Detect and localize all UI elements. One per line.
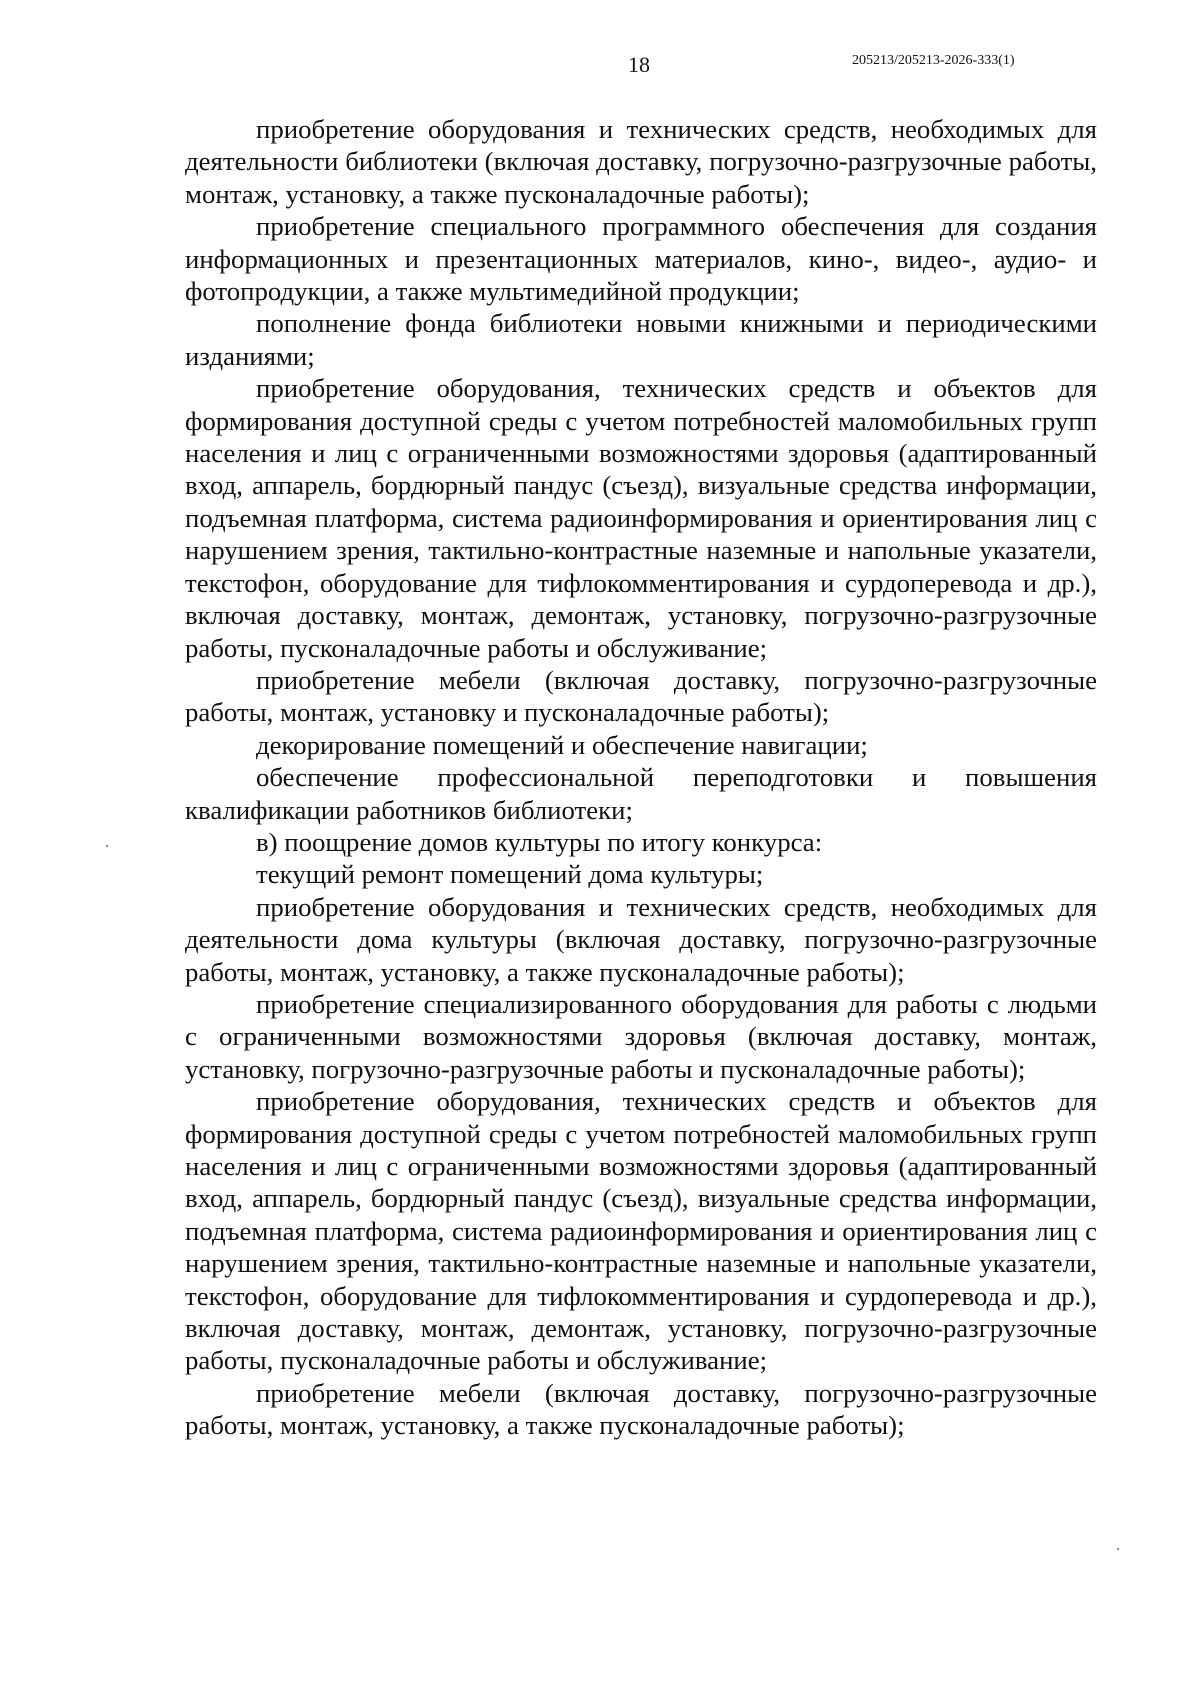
paragraph-furniture-culture-house: приобретение мебели (включая доставку, погрузочно-разгрузочные работы, монтаж, установку, а также пусконаладочные работы);: [185, 1377, 1097, 1441]
paragraph-software: приобретение специального программного обеспечения для создания информационных и презентационных материалов, кино-, видео-, аудио- и фотопродукции, а также мультимедийной продукции;: [185, 211, 1097, 307]
paragraph-accessible-environment-library: приобретение оборудования, технических средств и объектов для формирования доступной среды с учетом потребностей маломобильных групп населения и лиц с ограниченными возможностями здоровья (адаптированный вход, аппарель, бордюрный пандус (съезд), визуальные средства информации, подъемная платформа, система радиоинформирования и ориентирования лиц с нарушением зрения, тактильно-контрастные наземные и напольные указатели, текстофон, оборудование для тифлокомментирования и сурдоперевода и др.), включая доставку, монтаж, демонтаж, установку, погрузочно-разгрузочные работы, пусконаладочные работы и обслуживание;: [185, 373, 1097, 663]
document-code: 205213/205213-2026-333(1): [852, 53, 1015, 68]
paragraph-decoration-navigation: декорирование помещений и обеспечение навигации;: [256, 729, 868, 760]
paragraph-accessible-environment-culture-house: приобретение оборудования, технических средств и объектов для формирования доступной среды с учетом потребностей маломобильных групп населения и лиц с ограниченными возможностями здоровья (адаптированный вход, аппарель, бордюрный пандус (съезд), визуальные средства информации, подъемная платформа, система радиоинформирования и ориентирования лиц с нарушением зрения, тактильно-контрастные наземные и напольные указатели, текстофон, оборудование для тифлокомментирования и сурдоперевода и др.), включая доставку, монтаж, демонтаж, установку, погрузочно-разгрузочные работы, пусконаладочные работы и обслуживание;: [185, 1086, 1097, 1376]
paragraph-specialized-equipment: приобретение специализированного оборудования для работы с людьми с ограниченными возможностями здоровья (включая доставку, монтаж, установку, погрузочно-разгрузочные работы и пусконаладочные работы);: [185, 988, 1097, 1084]
paragraph-culture-houses-heading: в) поощрение домов культуры по итогу конкурса:: [256, 826, 823, 857]
paragraph-furniture-library: приобретение мебели (включая доставку, погрузочно-разгрузочные работы, монтаж, установку и пусконаладочные работы);: [185, 664, 1097, 728]
paragraph-library-fund: пополнение фонда библиотеки новыми книжными и периодическими изданиями;: [185, 308, 1097, 371]
scan-speck: [1117, 1548, 1119, 1550]
paragraph-current-repair: текущий ремонт помещений дома культуры;: [256, 859, 764, 890]
document-body: [185, 113, 1097, 1442]
paragraph-staff-training: обеспечение профессиональной переподготовки и повышения квалификации работников библиотеки;: [185, 762, 1097, 825]
paragraph-equipment-culture-house: приобретение оборудования и технических средств, необходимых для деятельности дома культуры (включая доставку, погрузочно-разгрузочные работы, монтаж, установку, а также пусконаладочные работы);: [185, 891, 1097, 987]
page-number: 18: [628, 52, 650, 77]
paragraph-equipment-library: приобретение оборудования и технических средств, необходимых для деятельности библиотеки (включая доставку, погрузочно-разгрузочные работы, монтаж, установку, а также пусконаладочные работы);: [185, 114, 1097, 209]
scan-speck: [106, 845, 108, 847]
